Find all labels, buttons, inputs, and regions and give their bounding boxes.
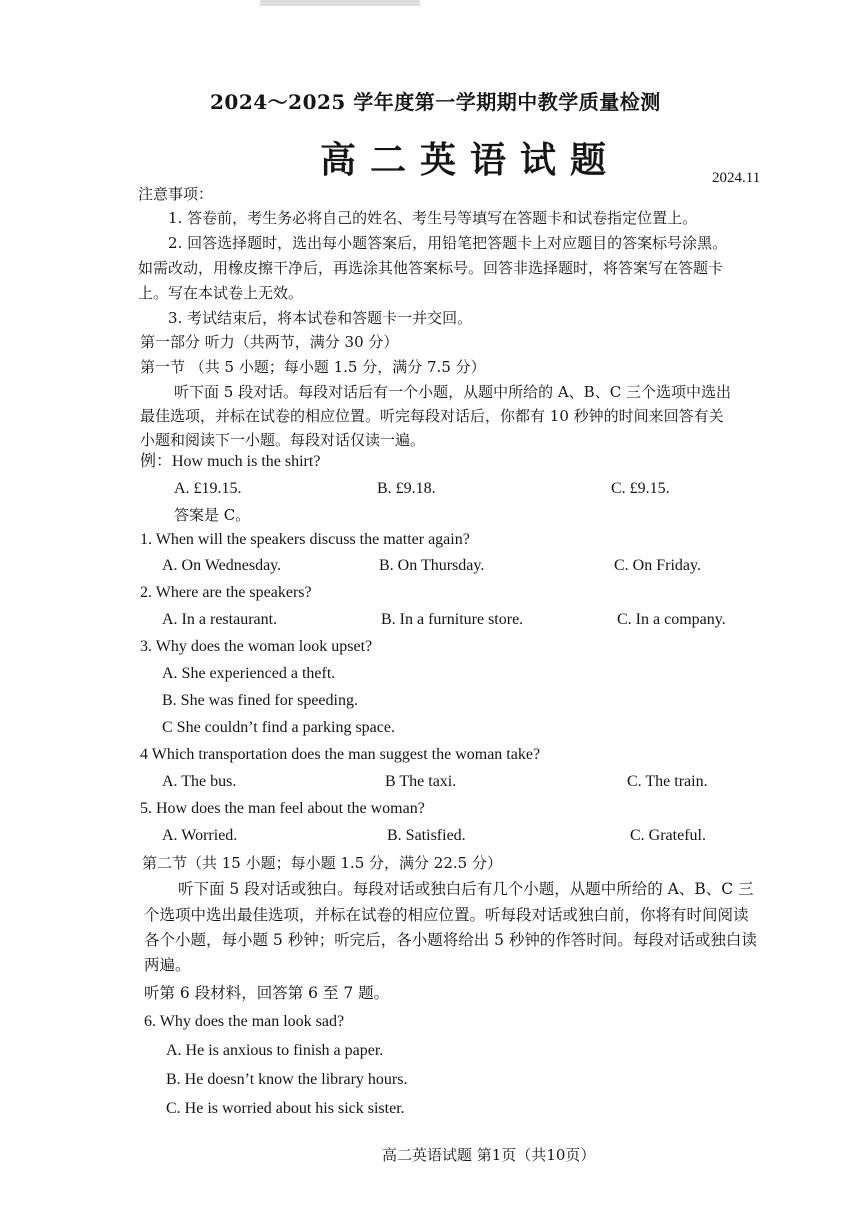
- part1-title: 第一部分 听力（共两节，满分 30 分）: [140, 333, 399, 351]
- q3-option-a: A. She experienced a theft.: [162, 665, 336, 682]
- section2-instruction-line-2: 个选项中选出最佳选项，并标在试卷的相应位置。听每段对话或独白前，你将有时间阅读: [144, 906, 749, 924]
- q3-option-b: B. She was fined for speeding.: [162, 692, 358, 709]
- exam-header-line: 2024～2025 学年度第一学期期中教学质量检测: [210, 90, 661, 114]
- question-2: 2. Where are the speakers?: [140, 584, 312, 601]
- question-3: 3. Why does the woman look upset?: [140, 638, 373, 655]
- section1-instruction-line-2: 最佳选项，并标在试卷的相应位置。听完每段对话后，你都有 10 秒钟的时间来回答有关: [140, 407, 724, 425]
- q5-option-b: B. Satisfied.: [387, 827, 466, 844]
- q1-option-a: A. On Wednesday.: [162, 557, 282, 574]
- section1-instruction-line-1: 听下面 5 段对话。每段对话后有一个小题，从题中所给的 A、B、C 三个选项中选出: [174, 383, 731, 401]
- q6-option-b: B. He doesn’t know the library hours.: [166, 1071, 408, 1088]
- example-option-b: B. £9.18.: [377, 480, 436, 497]
- q6-option-a: A. He is anxious to finish a paper.: [166, 1042, 384, 1059]
- q6-option-c: C. He is worried about his sick sister.: [166, 1100, 405, 1117]
- example-question: 例：How much is the shirt?: [140, 453, 321, 470]
- question-1: 1. When will the speakers discuss the matter again?: [140, 531, 470, 548]
- question-5: 5. How does the man feel about the woman?: [140, 800, 425, 817]
- page-footer: 高二英语试题 第1页（共10页）: [382, 1146, 596, 1164]
- notice-item-2-line-1: 2. 回答选择题时，选出每小题答案后，用铅笔把答题卡上对应题目的答案标号涂黑。: [168, 234, 728, 252]
- notice-item-2-line-3: 上。写在本试卷上无效。: [138, 284, 304, 302]
- notice-item-2-line-2: 如需改动，用橡皮擦干净后，再选涂其他答案标号。回答非选择题时，将答案写在答题卡: [138, 259, 724, 277]
- q2-option-a: A. In a restaurant.: [162, 611, 278, 628]
- notice-item-1: 1. 答卷前，考生务必将自己的姓名、考生号等填写在答题卡和试卷指定位置上。: [168, 209, 698, 227]
- section1-title: 第一节 （共 5 小题；每小题 1.5 分，满分 7.5 分）: [140, 358, 486, 376]
- example-option-a: A. £19.15.: [174, 480, 242, 497]
- q5-option-a: A. Worried.: [162, 827, 238, 844]
- q4-option-a: A. The bus.: [162, 773, 237, 790]
- example-option-c: C. £9.15.: [611, 480, 670, 497]
- q3-option-c: C She couldn’t find a parking space.: [162, 719, 395, 736]
- section2-instruction-line-3: 各个小题，每小题 5 秒钟；听完后，各小题将给出 5 秒钟的作答时间。每段对话或独白读: [144, 931, 757, 949]
- question-4: 4 Which transportation does the man suggest the woman take?: [140, 746, 541, 763]
- q4-option-c: C. The train.: [627, 773, 708, 790]
- example-answer: 答案是 C。: [174, 506, 251, 524]
- notice-item-3: 3. 考试结束后，将本试卷和答题卡一并交回。: [168, 309, 473, 327]
- section2-instruction-line-4: 两遍。: [144, 956, 191, 974]
- q4-option-b: B The taxi.: [385, 773, 457, 790]
- section2-instruction-line-1: 听下面 5 段对话或独白。每段对话或独白后有几个小题，从题中所给的 A、B、C 三: [178, 880, 754, 898]
- notice-label: 注意事项：: [138, 185, 214, 203]
- section1-instruction-line-3: 小题和阅读下一小题。每段对话仅读一遍。: [140, 431, 426, 449]
- question-6: 6. Why does the man look sad?: [144, 1013, 345, 1030]
- exam-date: 2024.11: [712, 170, 761, 186]
- q1-option-c: C. On Friday.: [614, 557, 701, 574]
- q5-option-c: C. Grateful.: [630, 827, 706, 844]
- scan-mark: [260, 0, 420, 6]
- material-6-instruction: 听第 6 段材料，回答第 6 至 7 题。: [144, 984, 390, 1002]
- q2-option-c: C. In a company.: [617, 611, 726, 628]
- q2-option-b: B. In a furniture store.: [381, 611, 524, 628]
- section2-title: 第二节（共 15 小题；每小题 1.5 分，满分 22.5 分）: [142, 854, 502, 872]
- q1-option-b: B. On Thursday.: [379, 557, 485, 574]
- page-title: 高二英语试题: [320, 139, 621, 181]
